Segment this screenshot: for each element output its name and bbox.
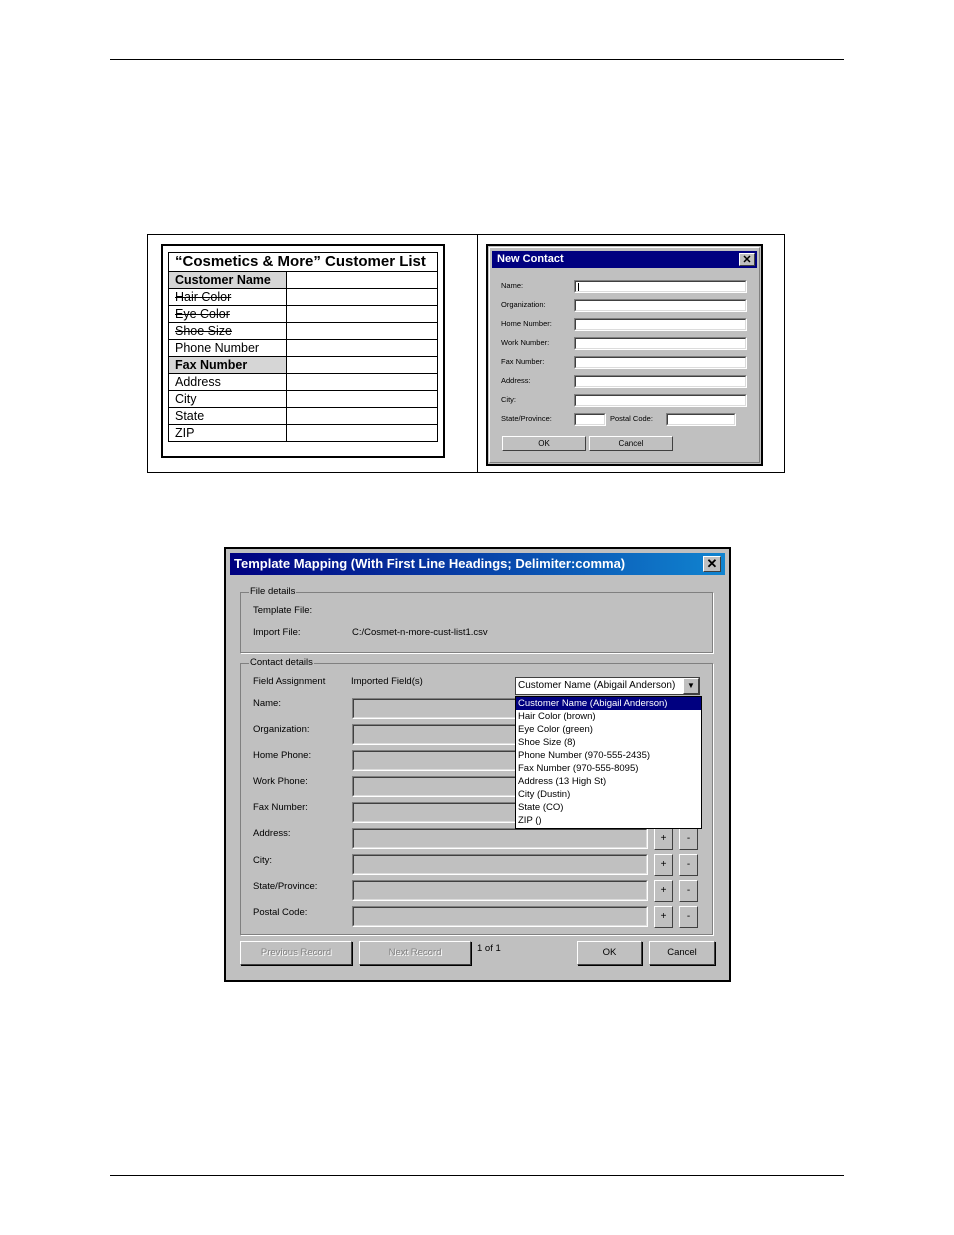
cancel-button[interactable]: Cancel — [649, 941, 715, 965]
name-label: Name: — [501, 281, 524, 290]
home-number-label: Home Number: — [501, 319, 552, 328]
imported-fields-header: Imported Field(s) — [351, 676, 423, 687]
template-mapping-window — [224, 547, 731, 982]
dropdown-option[interactable]: Eye Color (green) — [518, 724, 593, 735]
dropdown-option[interactable]: Shoe Size (8) — [518, 737, 576, 748]
customer-list-field: Address — [169, 374, 287, 391]
customer-list-field: ZIP — [169, 425, 287, 442]
postal-code-input[interactable] — [666, 413, 736, 426]
file-details-group — [240, 586, 713, 653]
new-contact-window — [486, 244, 763, 466]
address-label: Address: — [501, 376, 531, 385]
home-phone-label: Home Phone: — [253, 750, 312, 761]
state-mapping-field[interactable] — [352, 880, 648, 901]
home-number-input[interactable] — [574, 318, 747, 331]
organization-label: Organization: — [501, 300, 546, 309]
template-file-label: Template File: — [253, 605, 313, 616]
customer-list-title: “Cosmetics & More” Customer List — [169, 253, 438, 272]
record-counter: 1 of 1 — [477, 943, 501, 954]
state-remove-button[interactable]: - — [679, 880, 698, 902]
state-label: State/Province: — [501, 414, 552, 423]
imported-field-combobox[interactable] — [515, 677, 700, 695]
postal-code-add-button[interactable]: + — [654, 906, 673, 928]
close-icon[interactable]: ✕ — [703, 556, 721, 572]
previous-record-button[interactable]: Previous Record — [240, 941, 352, 965]
figure-divider — [477, 234, 478, 473]
state-input[interactable] — [574, 413, 606, 426]
city-remove-button[interactable]: - — [679, 854, 698, 876]
customer-list-field: Fax Number — [169, 357, 287, 374]
customer-list-field: City — [169, 391, 287, 408]
footer-rule — [110, 1175, 844, 1176]
address-add-button[interactable]: + — [654, 828, 673, 850]
dropdown-option[interactable]: City (Dustin) — [518, 789, 571, 800]
work-number-label: Work Number: — [501, 338, 550, 347]
state-label: State/Province: — [253, 881, 318, 892]
dropdown-option[interactable]: ZIP () — [518, 815, 542, 826]
work-number-input[interactable] — [574, 337, 747, 350]
city-add-button[interactable]: + — [654, 854, 673, 876]
address-input[interactable] — [574, 375, 747, 388]
dropdown-option[interactable]: Customer Name (Abigail Anderson) — [516, 697, 701, 710]
name-input[interactable] — [574, 280, 747, 293]
imported-field-dropdown — [515, 696, 702, 829]
customer-list-table — [168, 252, 438, 442]
postal-code-label: Postal Code: — [610, 414, 653, 423]
dropdown-option[interactable]: Address (13 High St) — [518, 776, 607, 787]
fax-number-label: Fax Number: — [253, 802, 308, 813]
work-phone-label: Work Phone: — [253, 776, 308, 787]
dropdown-option[interactable]: State (CO) — [518, 802, 564, 813]
dropdown-option[interactable]: Fax Number (970-555-8095) — [518, 763, 639, 774]
field-assignment-header: Field Assignment — [253, 676, 326, 687]
dropdown-option[interactable]: Phone Number (970-555-2435) — [518, 750, 651, 761]
address-label: Address: — [253, 828, 291, 839]
cancel-button[interactable]: Cancel — [589, 436, 673, 451]
combobox-value: Customer Name (Abigail Anderson) — [518, 680, 676, 691]
file-details-legend: File details — [250, 586, 296, 597]
new-contact-titlebar — [492, 251, 757, 268]
customer-list-field: State — [169, 408, 287, 425]
organization-input[interactable] — [574, 299, 747, 312]
address-mapping-field[interactable] — [352, 828, 648, 849]
template-mapping-title: Template Mapping (With First Line Headings; Delimiter:comma) — [234, 556, 626, 571]
next-record-button[interactable]: Next Record — [359, 941, 471, 965]
postal-code-mapping-field[interactable] — [352, 906, 648, 927]
dropdown-option[interactable]: Hair Color (brown) — [518, 711, 596, 722]
import-file-value: C:/Cosmet-n-more-cust-list1.csv — [352, 627, 488, 638]
customer-list-field: Eye Color — [169, 306, 287, 323]
state-add-button[interactable]: + — [654, 880, 673, 902]
customer-list-field: Customer Name — [169, 272, 287, 289]
city-input[interactable] — [574, 394, 747, 407]
organization-label: Organization: — [253, 724, 310, 735]
ok-button[interactable]: OK — [502, 436, 586, 451]
fax-number-label: Fax Number: — [501, 357, 545, 366]
close-icon[interactable]: ✕ — [739, 253, 755, 266]
postal-code-label: Postal Code: — [253, 907, 308, 918]
text-cursor — [578, 283, 579, 291]
name-label: Name: — [253, 698, 281, 709]
fax-number-input[interactable] — [574, 356, 747, 369]
customer-list-field: Phone Number — [169, 340, 287, 357]
postal-code-remove-button[interactable]: - — [679, 906, 698, 928]
ok-button[interactable]: OK — [577, 941, 642, 965]
customer-list-field: Shoe Size — [169, 323, 287, 340]
import-file-label: Import File: — [253, 627, 301, 638]
header-rule — [110, 59, 844, 60]
city-label: City: — [501, 395, 516, 404]
chevron-down-icon[interactable]: ▼ — [683, 678, 699, 694]
customer-list-field: Hair Color — [169, 289, 287, 306]
new-contact-title: New Contact — [497, 253, 564, 265]
city-label: City: — [253, 855, 272, 866]
template-mapping-titlebar — [230, 553, 725, 575]
address-remove-button[interactable]: - — [679, 828, 698, 850]
contact-details-legend: Contact details — [250, 657, 313, 668]
city-mapping-field[interactable] — [352, 854, 648, 875]
